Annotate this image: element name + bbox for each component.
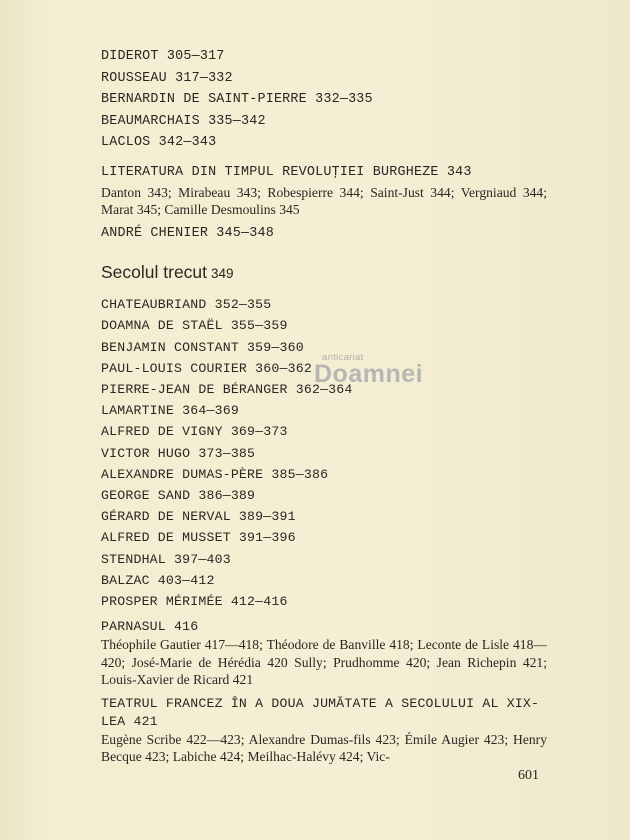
section-title-page: 349	[211, 266, 234, 282]
toc-entry: DIDEROT 305—317	[101, 49, 225, 64]
table-of-contents	[101, 46, 551, 766]
watermark-top-text: anticariat	[322, 352, 364, 363]
toc-entry: PAUL-LOUIS COURIER 360—362	[101, 360, 312, 376]
toc-entry: LACLOS 342—343	[101, 135, 217, 151]
toc-entry: VICTOR HUGO 373—385	[101, 445, 256, 461]
toc-entry: BERNARDIN DE SAINT-PIERRE 332—335	[101, 92, 373, 108]
watermark-main-text: Doamnei	[314, 360, 424, 388]
toc-group-heading: PARNASUL 416	[101, 619, 199, 635]
toc-entry: BALZAC 403—412	[101, 572, 215, 588]
toc-entry: ALFRED DE VIGNY 369—373	[101, 424, 288, 440]
toc-subentries: Danton 343; Mirabeau 343; Robespierre 344; Saint-Just 344; Vergniaud 344; Marat 345; Camille Desmoulins 345	[101, 184, 547, 218]
toc-entry: GEORGE SAND 386—389	[101, 487, 256, 503]
toc-subentries: Théophile Gautier 417—418; Théodore de Banville 418; Leconte de Lisle 418—420; José-Marie de Hérédia 420 Sully; Prudhomme 420; Jean Richepin 421; Louis-Xavier de Ricard 421	[101, 637, 547, 688]
toc-entry: ALEXANDRE DUMAS-PÈRE 385—386	[101, 466, 329, 482]
toc-entry: DOAMNA DE STAËL 355—359	[101, 318, 288, 334]
toc-entry: STENDHAL 397—403	[101, 551, 231, 567]
toc-entry: GÉRARD DE NERVAL 389—391	[101, 509, 296, 525]
page-number: 601	[518, 768, 539, 783]
section-title-text: Secolul trecut	[101, 262, 208, 283]
section-title	[101, 261, 551, 285]
toc-group-heading: LITERATURA DIN TIMPUL REVOLUŢIEI BURGHEZE 343	[101, 164, 472, 180]
toc-entry: LAMARTINE 364—369	[101, 403, 239, 419]
toc-entry: BENJAMIN CONSTANT 359—360	[101, 339, 304, 355]
toc-entry: ROUSSEAU 317—332	[101, 70, 233, 86]
toc-entry: ANDRÉ CHENIER 345—348	[101, 225, 274, 241]
toc-entry: BEAUMARCHAIS 335—342	[101, 113, 266, 129]
toc-subentries: Eugène Scribe 422—423; Alexandre Dumas-fils 423; Émile Augier 423; Henry Becque 423; Labiche 424; Meilhac-Halévy 424; Vic-	[101, 731, 547, 765]
toc-entry: ALFRED DE MUSSET 391—396	[101, 530, 296, 546]
toc-entry: PIERRE-JEAN DE BÉRANGER 362—364	[101, 381, 353, 397]
toc-group-heading: TEATRUL FRANCEZ ÎN A DOUA JUMĂTATE A SECOLULUI AL XIX-LEA 421	[101, 695, 540, 729]
toc-entry: PROSPER MÉRIMÉE 412—416	[101, 594, 288, 609]
toc-entry: CHATEAUBRIAND 352—355	[101, 297, 272, 313]
